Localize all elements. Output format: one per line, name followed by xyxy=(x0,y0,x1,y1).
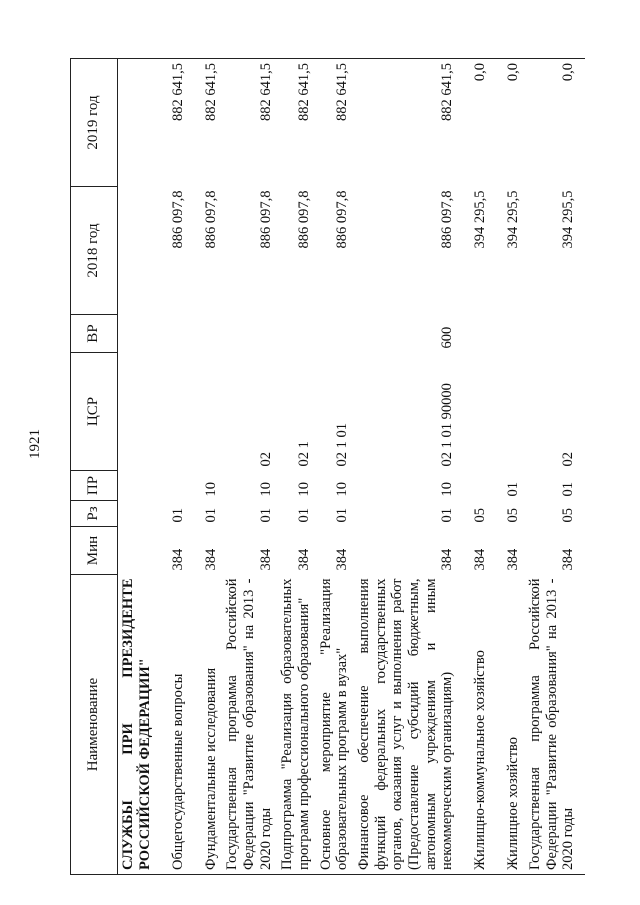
header-vr: ВР xyxy=(71,315,118,353)
row-rz: 01 xyxy=(334,508,351,523)
row-pr: 10 xyxy=(334,482,351,497)
row-name: Подпрограмма "Реализация образовательных программ профессионального образования" xyxy=(277,575,315,875)
row-name: Жилищно-коммунальное хозяйство xyxy=(459,575,492,875)
row-csr: 02 1 xyxy=(296,441,313,467)
row-pr xyxy=(118,471,157,501)
row-2018: 886 097,8 xyxy=(334,190,351,249)
table-row xyxy=(277,59,315,875)
row-2019: 0,0 xyxy=(525,59,585,187)
row-pr xyxy=(156,471,189,501)
row-2019: 882 641,5 xyxy=(156,59,189,187)
row-2018: 394 295,5 xyxy=(472,190,489,249)
row-2018 xyxy=(118,187,157,315)
row-rz: 05 xyxy=(505,508,522,523)
row-rz: 01 xyxy=(169,508,186,523)
row-csr xyxy=(459,353,492,471)
row-name: Государственная программа Российской Федерации "Развитие образования" на 2013 - 2020 годы xyxy=(222,575,277,875)
row-csr xyxy=(492,353,525,471)
row-rz: 05 xyxy=(560,508,577,523)
row-pr: 10 xyxy=(296,482,313,497)
row-min: 384 xyxy=(472,548,489,571)
row-2019: 882 641,5 xyxy=(222,59,277,187)
row-name: Общегосударственные вопросы xyxy=(156,575,189,875)
row-name: СЛУЖБЫ ПРИ ПРЕЗИДЕНТЕ РОССИЙСКОЙ ФЕДЕРАЦИИ" xyxy=(118,575,157,875)
row-vr xyxy=(316,315,354,353)
row-name: Государственная программа Российской Федерации "Развитие образования" на 2013 - 2020 годы xyxy=(525,575,585,875)
row-pr: 01 xyxy=(505,482,522,497)
row-min: 384 xyxy=(202,548,219,571)
row-2018: 886 097,8 xyxy=(202,190,219,249)
row-pr: 10 xyxy=(202,482,219,497)
row-pr: 10 xyxy=(257,482,274,497)
table-row xyxy=(118,59,157,875)
row-name: Основное мероприятие "Реализация образовательных программ в вузах" xyxy=(316,575,354,875)
header-rz: Рз xyxy=(71,501,118,527)
row-2019: 882 641,5 xyxy=(189,59,222,187)
row-csr xyxy=(156,353,189,471)
row-rz: 05 xyxy=(472,508,489,523)
row-2018: 394 295,5 xyxy=(505,190,522,249)
row-rz xyxy=(118,501,157,527)
header-name: Наименование xyxy=(71,575,118,875)
table-row xyxy=(222,59,277,875)
row-name: Финансовое обеспечение выполнения функций федеральных государственных органов, оказания услуг и выполнения работ (Предоставление субсидий бюджетным, автономным учреждениям и иным некоммерческим организациям) xyxy=(354,575,459,875)
row-vr xyxy=(118,315,157,353)
row-2019: 882 641,5 xyxy=(354,59,459,187)
row-2019: 0,0 xyxy=(492,59,525,187)
row-2019: 882 641,5 xyxy=(316,59,354,187)
row-rz: 01 xyxy=(296,508,313,523)
table-row xyxy=(316,59,354,875)
row-vr xyxy=(492,315,525,353)
row-csr: 02 xyxy=(257,452,274,467)
row-rz: 01 xyxy=(439,508,456,523)
row-name: Жилищное хозяйство xyxy=(492,575,525,875)
budget-table-container xyxy=(70,59,598,875)
row-2019 xyxy=(118,59,157,187)
row-min: 384 xyxy=(296,548,313,571)
row-2018: 886 097,8 xyxy=(296,190,313,249)
row-min: 384 xyxy=(439,548,456,571)
table-body xyxy=(118,59,586,875)
row-min: 384 xyxy=(257,548,274,571)
row-vr xyxy=(189,315,222,353)
row-rz: 01 xyxy=(257,508,274,523)
row-vr xyxy=(222,315,277,353)
table-row xyxy=(525,59,585,875)
row-2018: 886 097,8 xyxy=(257,190,274,249)
row-csr: 02 1 01 90000 xyxy=(439,383,456,467)
row-min: 384 xyxy=(505,548,522,571)
row-csr xyxy=(118,353,157,471)
row-vr: 600 xyxy=(439,326,456,349)
page-number: 1921 xyxy=(27,429,43,459)
table-row xyxy=(459,59,492,875)
table-row xyxy=(492,59,525,875)
row-vr xyxy=(277,315,315,353)
row-vr xyxy=(156,315,189,353)
row-pr: 10 xyxy=(439,482,456,497)
row-csr: 02 xyxy=(560,452,577,467)
row-min: 384 xyxy=(334,548,351,571)
row-min: 384 xyxy=(169,548,186,571)
row-rz: 01 xyxy=(202,508,219,523)
header-2018: 2018 год xyxy=(71,187,118,315)
row-2018: 394 295,5 xyxy=(560,190,577,249)
header-csr: ЦСР xyxy=(71,353,118,471)
row-2019: 0,0 xyxy=(459,59,492,187)
table-row xyxy=(156,59,189,875)
table-row xyxy=(189,59,222,875)
row-2018: 886 097,8 xyxy=(169,190,186,249)
row-pr: 01 xyxy=(560,482,577,497)
row-2019: 882 641,5 xyxy=(277,59,315,187)
header-2019: 2019 год xyxy=(71,59,118,187)
row-min: 384 xyxy=(560,548,577,571)
table-header xyxy=(71,59,118,875)
table-row xyxy=(354,59,459,875)
row-pr xyxy=(459,471,492,501)
row-csr xyxy=(189,353,222,471)
header-pr: ПР xyxy=(71,471,118,501)
header-min: Мин xyxy=(71,527,118,575)
row-min xyxy=(118,527,157,575)
row-vr xyxy=(459,315,492,353)
row-name: Фундаментальные исследования xyxy=(189,575,222,875)
row-2018: 886 097,8 xyxy=(439,190,456,249)
row-vr xyxy=(525,315,585,353)
row-csr: 02 1 01 xyxy=(334,423,351,467)
budget-table xyxy=(70,58,585,875)
